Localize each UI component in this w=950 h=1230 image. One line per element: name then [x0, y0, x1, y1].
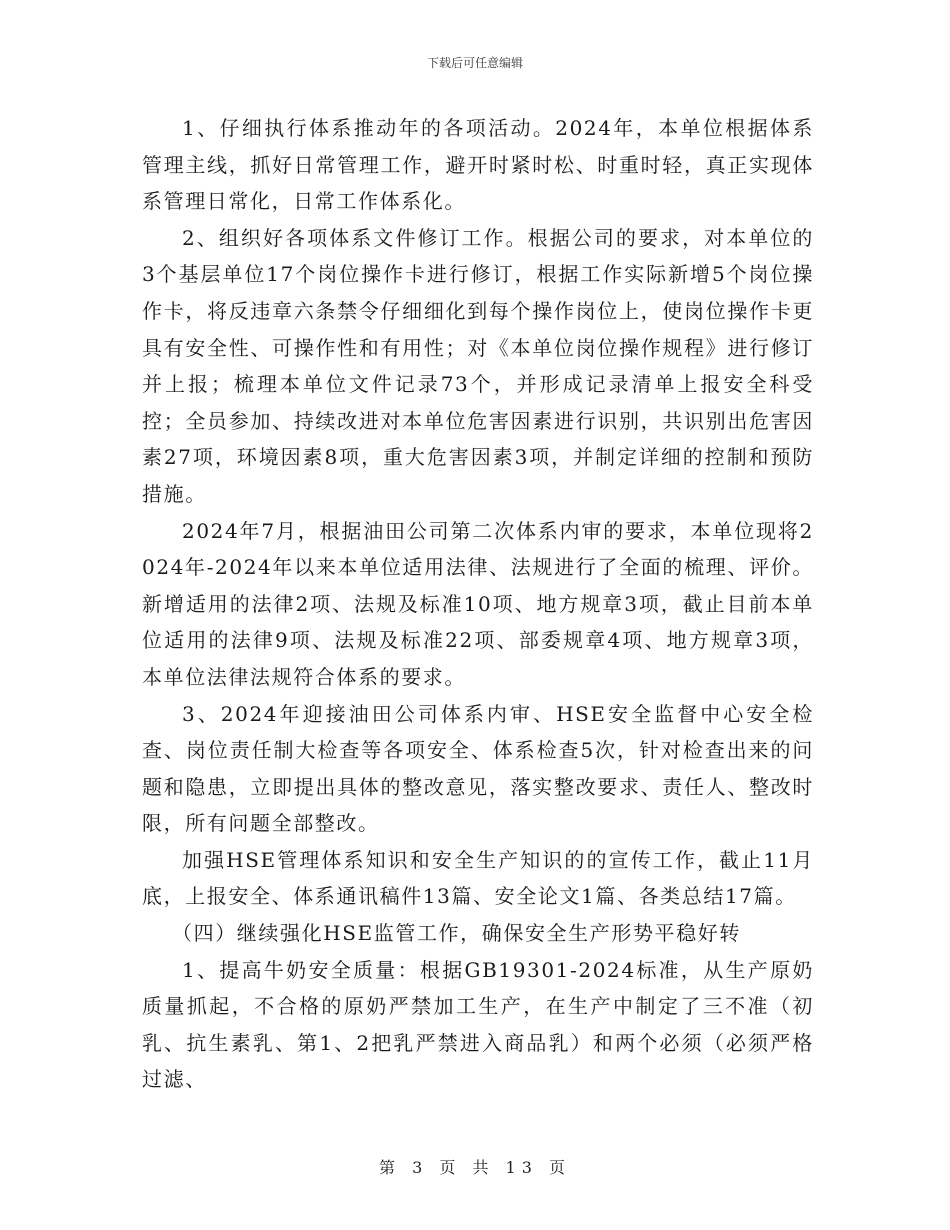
paragraph-3: 2024年7月，根据油田公司第二次体系内审的要求，本单位现将2024年-2024年以来本单位适用法律、法规进行了全面的梳理、评价。新增适用的法律2项、法规及标准10项、地方规章3项，截止目前本单位适用的法律9项、法规及标准22项、部委规章4项、地方规章3项，本单位法律法规符合体系的要求。 [142, 518, 814, 689]
paragraph-4: 3、2024年迎接油田公司体系内审、HSE安全监督中心安全检查、岗位责任制大检查等各项安全、体系检查5次，针对检查出来的问题和隐患，立即提出具体的整改意见，落实整改要求、责任人、整改时限，所有问题全部整改。 [142, 701, 814, 836]
page-header: 下载后可任意编辑 [426, 56, 523, 70]
paragraph-2: 2、组织好各项体系文件修订工作。根据公司的要求，对本单位的3个基层单位17个岗位操作卡进行修订，根据工作实际新增5个岗位操作卡，将反违章六条禁令仔细细化到每个操作岗位上，使岗位操作卡更具有安全性、可操作性和有用性；对《本单位岗位操作规程》进行修订并上报；梳理本单位文件记录73个，并形成记录清单上报安全科受控；全员参加、持续改进对本单位危害因素进行识别，共识别出危害因素27项，环境因素8项，重大危害因素3项，并制定详细的控制和预防措施。 [142, 225, 814, 506]
paragraph-5: 加强HSE管理体系知识和安全生产知识的的宣传工作，截止11月底，上报安全、体系通讯稿件13篇、安全论文1篇、各类总结17篇。 [142, 847, 814, 909]
section-heading: （四）继续强化HSE监管工作，确保安全生产形势平稳好转 [172, 921, 741, 946]
page-number-footer: 第 3 页 共 13 页 [379, 1158, 571, 1177]
document-body [142, 110, 814, 1098]
paragraph-7: 1、提高牛奶安全质量：根据GB19301-2024标准，从生产原奶质量抓起，不合格的原奶严禁加工生产，在生产中制定了三不准（初乳、抗生素乳、第1、2把乳严禁进入商品乳）和两个必须（必须严格过滤、 [142, 957, 814, 1092]
paragraph-1: 1、仔细执行体系推动年的各项活动。2024年，本单位根据体系管理主线，抓好日常管理工作，避开时紧时松、时重时轻，真正实现体系管理日常化，日常工作体系化。 [142, 116, 814, 214]
